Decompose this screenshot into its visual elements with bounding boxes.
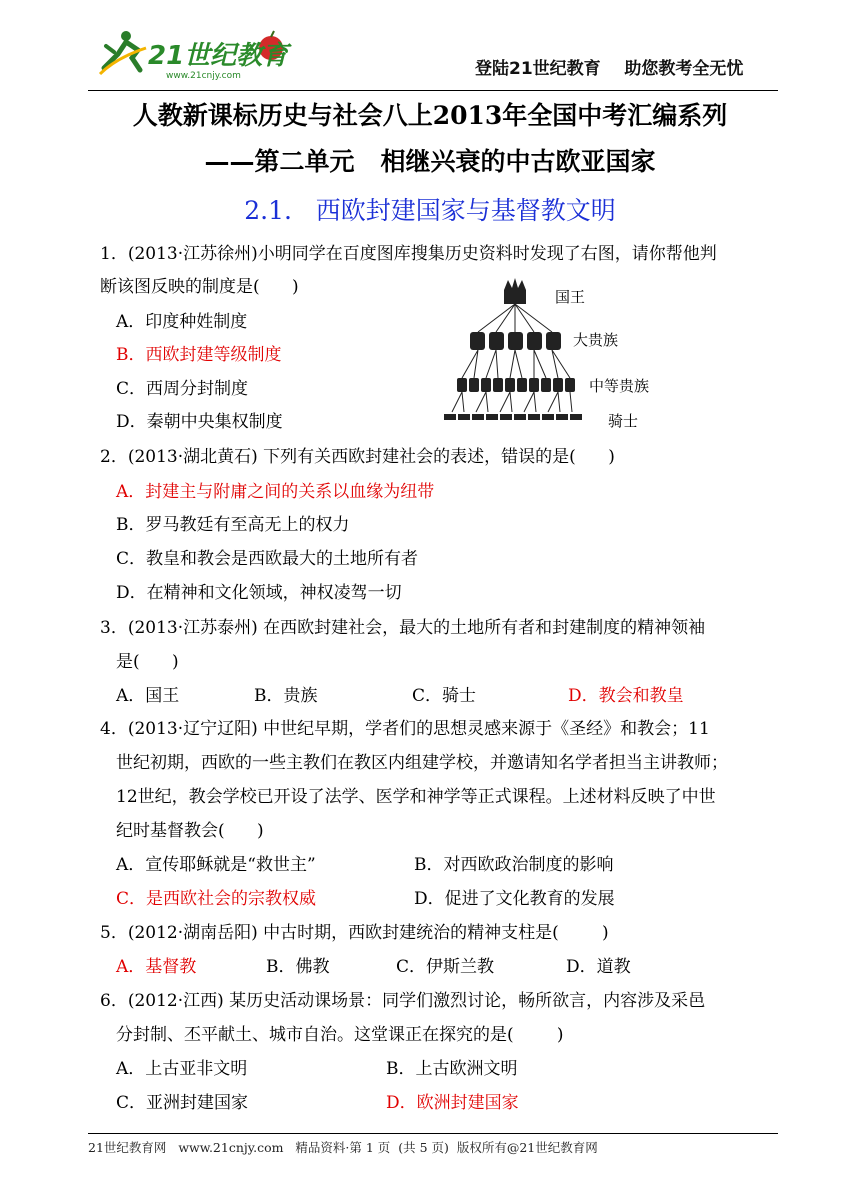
question-4-option-b: B．对西欧政治制度的影响 xyxy=(414,855,614,875)
question-1-option-b: B．西欧封建等级制度 xyxy=(116,345,282,365)
question-4-line-2: 世纪初期，西欧的一些主教们在教区内组建学校，并邀请知名学者担当主讲教师； xyxy=(116,753,728,773)
question-5-option-a: A．基督教 xyxy=(116,957,197,977)
question-3-line-1: 3．(2013·江苏泰州) 在西欧封建社会，最大的土地所有者和封建制度的精神领袖 xyxy=(100,618,706,638)
question-1-line-1: 1．(2013·江苏徐州)小明同学在百度图库搜集历史资料时发现了右图，请你帮他判 xyxy=(100,244,717,264)
question-6-line-2: 分封制、丕平献土、城市自治。这堂课正在探究的是( ) xyxy=(116,1025,564,1045)
question-4-option-c: C．是西欧社会的宗教权威 xyxy=(116,889,317,909)
question-4-line-3: 12世纪，教会学校已开设了法学、医学和神学等正式课程。上述材料反映了中世 xyxy=(116,787,716,807)
question-5-option-d: D．道教 xyxy=(566,957,631,977)
figure-label-middle-nobles: 中等贵族 xyxy=(589,377,650,395)
figure-label-king: 国王 xyxy=(555,288,586,306)
question-6-line-1: 6．(2012·江西) 某历史活动课场景：同学们激烈讨论，畅所欲言，内容涉及采邑 xyxy=(100,991,706,1011)
figure-label-great-nobles: 大贵族 xyxy=(573,331,619,349)
question-3-option-a: A．国王 xyxy=(116,686,180,706)
question-5-option-c: C．伊斯兰教 xyxy=(396,957,495,977)
question-2-option-d: D．在精神和文化领域，神权凌驾一切 xyxy=(116,583,402,603)
question-2-option-a: A．封建主与附庸之间的关系以血缘为纽带 xyxy=(116,482,435,502)
question-1-option-d: D．秦朝中央集权制度 xyxy=(116,412,283,432)
unit-title: ——第二单元 相继兴衰的中古欧亚国家 xyxy=(204,147,656,176)
question-2-line-1: 2．(2013·湖北黄石) 下列有关西欧封建社会的表述，错误的是( ) xyxy=(100,447,615,467)
question-6-option-d: D．欧洲封建国家 xyxy=(386,1093,519,1113)
knight-row xyxy=(444,414,582,420)
question-6-option-a: A．上古亚非文明 xyxy=(116,1059,248,1079)
header-rule xyxy=(88,90,778,91)
question-5-line-1: 5．(2012·湖南岳阳) 中古时期，西欧封建统治的精神支柱是( ) xyxy=(100,923,609,943)
section-title: 2.1. 西欧封建国家与基督教文明 xyxy=(244,196,616,225)
question-3-line-2: 是( ) xyxy=(116,652,179,672)
question-6-option-b: B．上古欧洲文明 xyxy=(386,1059,518,1079)
figure-label-knights: 骑士 xyxy=(608,412,639,430)
header-slogan: 登陆21世纪教育 助您教考全无忧 xyxy=(475,59,744,79)
runner-icon xyxy=(100,31,146,74)
page-footer: 21世纪教育网 www.21cnjy.com 精品资料·第 1 页 (共 5 页) 版权所有@21世纪教育网 xyxy=(88,1140,598,1155)
page-title: 人教新课标历史与社会八上2013年全国中考汇编系列 xyxy=(132,101,728,130)
question-4-line-1: 4．(2013·辽宁辽阳) 中世纪早期，学者们的思想灵感来源于《圣经》和教会；11 xyxy=(100,719,710,739)
question-2-option-b: B．罗马教廷有至高无上的权力 xyxy=(116,515,350,535)
middle-noble-shields xyxy=(457,378,575,392)
svg-text:21世纪教育: 21世纪教育 xyxy=(148,41,289,71)
footer-rule xyxy=(88,1133,778,1134)
question-1-option-a: A．印度种姓制度 xyxy=(116,312,248,332)
question-4-line-4: 纪时基督教会( ) xyxy=(116,821,264,841)
question-1-line-2: 断该图反映的制度是( ) xyxy=(100,277,299,297)
question-3-option-b: B．贵族 xyxy=(254,686,318,706)
question-4-option-a: A．宣传耶稣就是“救世主” xyxy=(116,855,316,875)
noble-shields xyxy=(470,332,561,350)
site-logo xyxy=(96,28,296,84)
question-6-option-c: C．亚洲封建国家 xyxy=(116,1093,249,1113)
question-4-option-d: D．促进了文化教育的发展 xyxy=(414,889,615,909)
question-3-option-d: D．教会和教皇 xyxy=(568,686,684,706)
svg-text:www.21cnjy.com: www.21cnjy.com xyxy=(166,71,241,81)
question-3-option-c: C．骑士 xyxy=(412,686,477,706)
king-crown-icon xyxy=(504,278,526,304)
question-5-option-b: B．佛教 xyxy=(266,957,330,977)
question-1-option-c: C．西周分封制度 xyxy=(116,379,249,399)
question-2-option-c: C．教皇和教会是西欧最大的土地所有者 xyxy=(116,549,419,569)
